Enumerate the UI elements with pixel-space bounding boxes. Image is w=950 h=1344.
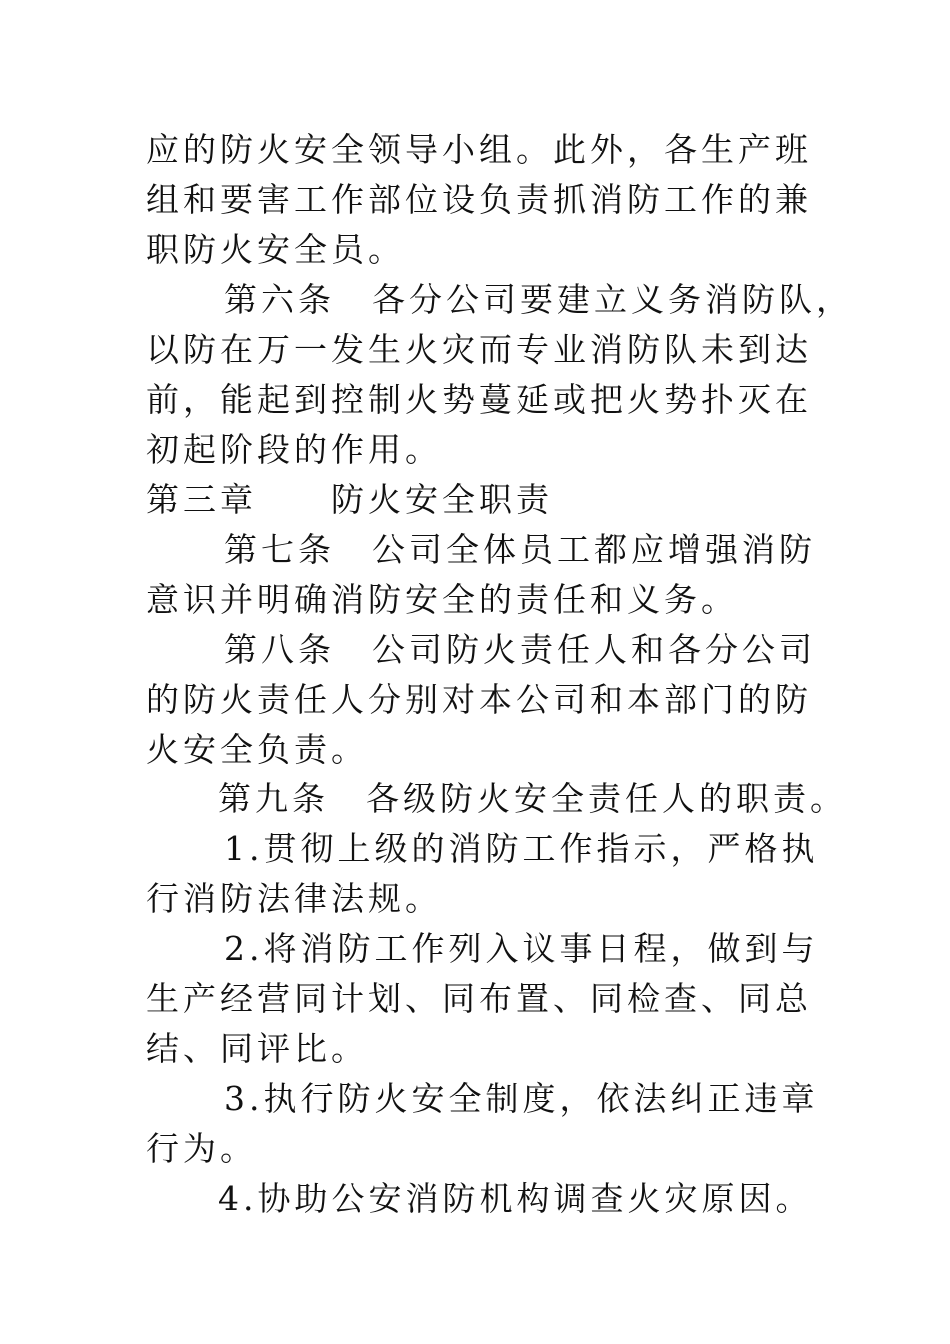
list-item-2-line: 2.将消防工作列入议事日程，做到与 xyxy=(224,929,819,968)
paragraph-line: 意识并明确消防安全的责任和义务。 xyxy=(146,580,738,619)
paragraph-line: 应的防火安全领导小组。此外，各生产班 xyxy=(146,130,812,169)
paragraph-line: 行消防法律法规。 xyxy=(146,879,442,918)
paragraph-line: 前，能起到控制火势蔓延或把火势扑灭在 xyxy=(146,380,812,419)
paragraph-line: 组和要害工作部位设负责抓消防工作的兼 xyxy=(146,180,812,219)
paragraph-line: 以防在万一发生火灾而专业消防队未到达 xyxy=(146,330,812,369)
list-item-4-line: 4.协助公安消防机构调查火灾原因。 xyxy=(218,1179,813,1218)
article-6-heading-line: 第六条 各分公司要建立义务消防队， xyxy=(224,280,853,319)
paragraph-line: 的防火责任人分别对本公司和本部门的防 xyxy=(146,680,812,719)
article-8-heading-line: 第八条 公司防火责任人和各分公司 xyxy=(224,630,816,669)
list-item-1-line: 1.贯彻上级的消防工作指示，严格执 xyxy=(224,829,819,868)
list-item-3-line: 3.执行防火安全制度，依法纠正违章 xyxy=(224,1079,819,1118)
article-7-heading-line: 第七条 公司全体员工都应增强消防 xyxy=(224,530,816,569)
paragraph-line: 生产经营同计划、同布置、同检查、同总 xyxy=(146,979,812,1018)
article-9-heading-line: 第九条 各级防火安全责任人的职责。 xyxy=(218,779,847,818)
paragraph-line: 行为。 xyxy=(146,1129,257,1168)
paragraph-line: 火安全负责。 xyxy=(146,730,368,769)
chapter-3-heading: 第三章 防火安全职责 xyxy=(146,480,553,519)
paragraph-line: 初起阶段的作用。 xyxy=(146,430,442,469)
paragraph-line: 结、同评比。 xyxy=(146,1029,368,1068)
paragraph-line: 职防火安全员。 xyxy=(146,230,405,269)
